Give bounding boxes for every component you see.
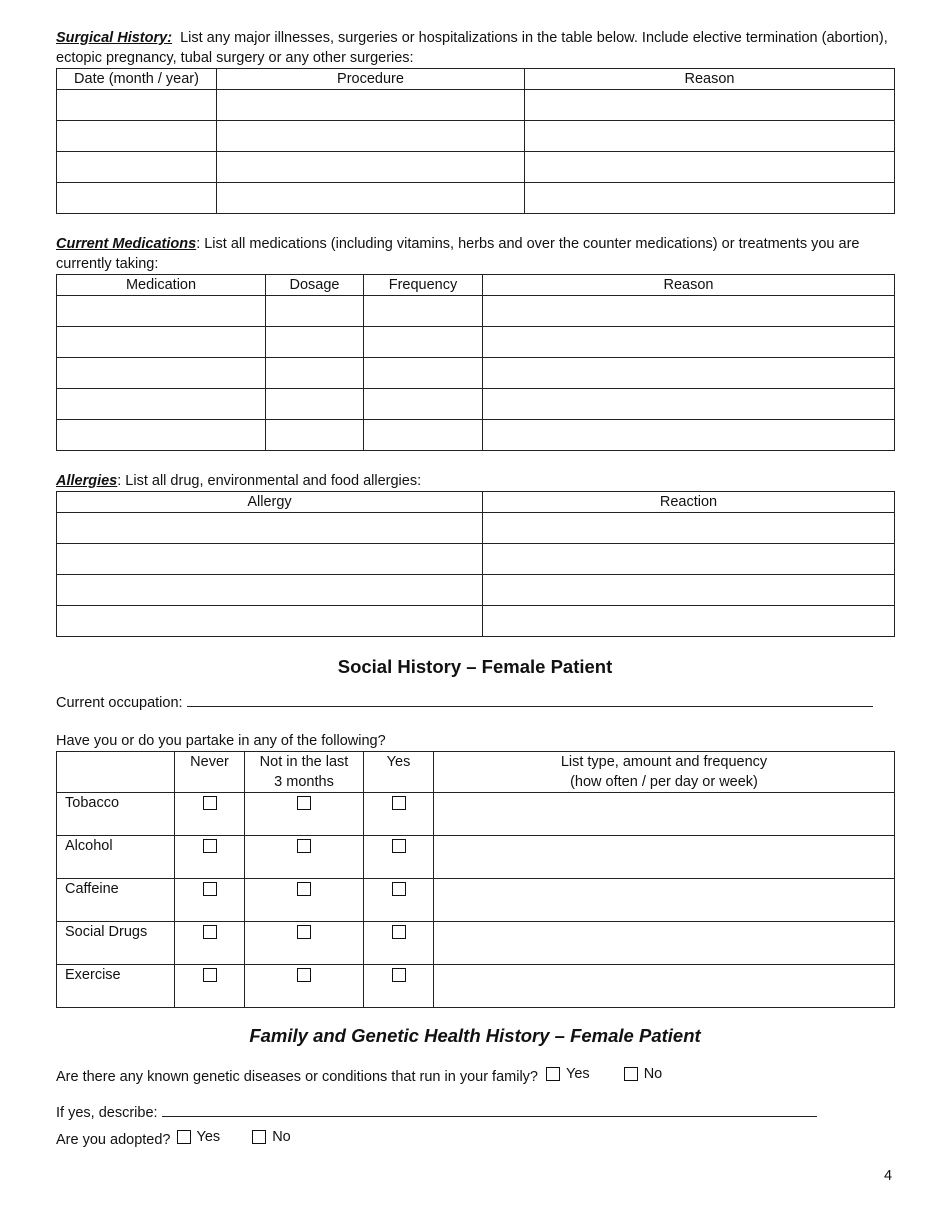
genetic-question-row [56, 1064, 894, 1087]
never-cell [175, 965, 245, 1008]
yes-checkbox[interactable] [392, 968, 406, 982]
col-list [434, 752, 895, 793]
col-allergy: Allergy [57, 492, 483, 513]
table-cell[interactable] [266, 420, 364, 451]
genetic-yes-checkbox[interactable] [546, 1067, 560, 1081]
never-checkbox[interactable] [203, 796, 217, 810]
col-frequency: Frequency [364, 275, 483, 296]
genetic-question: Are there any known genetic diseases or conditions that run in your family? [56, 1069, 538, 1085]
table-cell[interactable] [483, 575, 895, 606]
table-cell[interactable] [57, 296, 266, 327]
table-cell[interactable] [525, 90, 895, 121]
details-cell[interactable] [434, 922, 895, 965]
medications-intro [56, 234, 894, 274]
never-cell [175, 836, 245, 879]
table-cell[interactable] [364, 327, 483, 358]
surgical-intro [56, 28, 894, 68]
table-row [57, 121, 895, 152]
table-row [57, 152, 895, 183]
not-recent-cell [245, 922, 364, 965]
yes-cell [364, 836, 434, 879]
adopted-yes-checkbox[interactable] [177, 1130, 191, 1144]
table-cell[interactable] [525, 121, 895, 152]
details-cell[interactable] [434, 836, 895, 879]
col-not-recent-line1: Not in the last [259, 754, 349, 770]
table-cell[interactable] [57, 575, 483, 606]
table-cell[interactable] [266, 296, 364, 327]
table-header-row [57, 492, 895, 513]
yes-cell [364, 879, 434, 922]
col-list-line1: List type, amount and frequency [560, 754, 768, 770]
table-row [57, 879, 895, 922]
surgical-table [56, 68, 895, 214]
table-cell[interactable] [266, 327, 364, 358]
row-label: Alcohol [57, 836, 175, 879]
table-cell[interactable] [57, 90, 217, 121]
table-cell[interactable] [217, 152, 525, 183]
yes-cell [364, 965, 434, 1008]
form-page [56, 28, 894, 1150]
table-row [57, 513, 895, 544]
table-row [57, 296, 895, 327]
table-cell[interactable] [217, 90, 525, 121]
table-cell[interactable] [483, 420, 895, 451]
page-number: 4 [884, 1168, 893, 1184]
not-recent-checkbox[interactable] [297, 839, 311, 853]
row-label: Tobacco [57, 793, 175, 836]
table-cell[interactable] [483, 327, 895, 358]
col-yes: Yes [364, 752, 434, 793]
col-reason: Reason [483, 275, 895, 296]
allergies-heading: Allergies [56, 473, 118, 489]
social-table [56, 751, 895, 1008]
table-cell[interactable] [483, 389, 895, 420]
col-never: Never [175, 752, 245, 793]
not-recent-checkbox[interactable] [297, 796, 311, 810]
yes-checkbox[interactable] [392, 796, 406, 810]
yes-cell [364, 922, 434, 965]
adopted-no-option[interactable] [252, 1127, 291, 1147]
table-cell[interactable] [57, 152, 217, 183]
adopted-row [56, 1127, 894, 1150]
table-cell[interactable] [57, 358, 266, 389]
table-row [57, 327, 895, 358]
col-not-recent [245, 752, 364, 793]
table-cell[interactable] [266, 358, 364, 389]
table-cell[interactable] [525, 152, 895, 183]
table-cell[interactable] [483, 544, 895, 575]
table-cell[interactable] [217, 183, 525, 214]
not-recent-cell [245, 879, 364, 922]
never-checkbox[interactable] [203, 882, 217, 896]
not-recent-checkbox[interactable] [297, 968, 311, 982]
describe-row [56, 1101, 894, 1123]
table-row [57, 922, 895, 965]
adopted-yes-label: Yes [196, 1129, 221, 1145]
table-row [57, 575, 895, 606]
genetic-no-option[interactable] [624, 1064, 663, 1084]
col-list-line2: (how often / per day or week) [570, 774, 758, 790]
table-row [57, 90, 895, 121]
genetic-yes-label: Yes [566, 1066, 590, 1082]
table-cell[interactable] [266, 389, 364, 420]
allergies-intro [56, 471, 894, 491]
table-row [57, 836, 895, 879]
table-row [57, 183, 895, 214]
table-header-row [57, 752, 895, 793]
yes-checkbox[interactable] [392, 925, 406, 939]
table-cell[interactable] [525, 183, 895, 214]
occupation-label: Current occupation: [56, 695, 183, 711]
occupation-field[interactable] [187, 691, 873, 707]
table-cell[interactable] [57, 544, 483, 575]
table-cell[interactable] [57, 183, 217, 214]
surgical-text: List any major illnesses, surgeries or hospitalizations in the table below. Include elective termination (abortion), ectopic pregnancy, tubal surgery or any other surgeries: [56, 30, 888, 66]
adopted-question: Are you adopted? [56, 1132, 171, 1148]
table-cell[interactable] [364, 358, 483, 389]
col-reaction: Reaction [483, 492, 895, 513]
adopted-no-label: No [272, 1129, 291, 1145]
adopted-yes-option[interactable] [177, 1127, 221, 1147]
col-blank [57, 752, 175, 793]
table-row [57, 389, 895, 420]
table-cell[interactable] [217, 121, 525, 152]
never-cell [175, 879, 245, 922]
surgical-heading: Surgical History: [56, 30, 173, 46]
table-cell[interactable] [57, 121, 217, 152]
allergies-table [56, 491, 895, 637]
col-medication: Medication [57, 275, 266, 296]
col-procedure: Procedure [217, 69, 525, 90]
never-checkbox[interactable] [203, 839, 217, 853]
table-header-row [57, 275, 895, 296]
family-history-title: Family and Genetic Health History – Female Patient [249, 1025, 701, 1046]
yes-checkbox[interactable] [392, 882, 406, 896]
row-label: Social Drugs [57, 922, 175, 965]
partake-question: Have you or do you partake in any of the following? [56, 733, 386, 749]
allergies-text: : List all drug, environmental and food allergies: [117, 473, 422, 489]
table-row [57, 606, 895, 637]
table-row [57, 358, 895, 389]
genetic-yes-option[interactable] [546, 1064, 590, 1084]
table-cell[interactable] [57, 420, 266, 451]
not-recent-checkbox[interactable] [297, 925, 311, 939]
details-cell[interactable] [434, 793, 895, 836]
table-cell[interactable] [483, 296, 895, 327]
occupation-row [56, 691, 894, 713]
table-cell[interactable] [57, 513, 483, 544]
yes-cell [364, 793, 434, 836]
not-recent-cell [245, 793, 364, 836]
col-reason: Reason [525, 69, 895, 90]
genetic-no-label: No [643, 1066, 663, 1082]
medications-text: : List all medications (including vitamins, herbs and over the counter medications) or treatments you are currently taking: [56, 236, 860, 272]
never-checkbox[interactable] [203, 968, 217, 982]
never-cell [175, 793, 245, 836]
yes-checkbox[interactable] [392, 839, 406, 853]
col-dosage: Dosage [266, 275, 364, 296]
details-cell[interactable] [434, 879, 895, 922]
col-not-recent-line2: 3 months [274, 774, 334, 790]
table-cell[interactable] [57, 606, 483, 637]
medications-table [56, 274, 895, 451]
table-cell[interactable] [57, 389, 266, 420]
table-cell[interactable] [483, 513, 895, 544]
table-cell[interactable] [483, 358, 895, 389]
table-row [57, 420, 895, 451]
table-header-row [57, 69, 895, 90]
details-cell[interactable] [434, 965, 895, 1008]
table-row [57, 544, 895, 575]
col-date: Date (month / year) [57, 69, 217, 90]
never-cell [175, 922, 245, 965]
table-row [57, 793, 895, 836]
describe-field[interactable] [162, 1101, 817, 1117]
not-recent-cell [245, 965, 364, 1008]
adopted-no-checkbox[interactable] [252, 1130, 266, 1144]
medications-heading: Current Medications [56, 236, 197, 252]
table-cell[interactable] [483, 606, 895, 637]
table-cell[interactable] [364, 420, 483, 451]
table-cell[interactable] [364, 389, 483, 420]
table-cell[interactable] [364, 296, 483, 327]
not-recent-checkbox[interactable] [297, 882, 311, 896]
describe-label: If yes, describe: [56, 1105, 158, 1121]
genetic-no-checkbox[interactable] [624, 1067, 638, 1081]
not-recent-cell [245, 836, 364, 879]
social-history-title: Social History – Female Patient [337, 656, 613, 677]
table-row [57, 965, 895, 1008]
row-label: Exercise [57, 965, 175, 1008]
never-checkbox[interactable] [203, 925, 217, 939]
table-cell[interactable] [57, 327, 266, 358]
row-label: Caffeine [57, 879, 175, 922]
